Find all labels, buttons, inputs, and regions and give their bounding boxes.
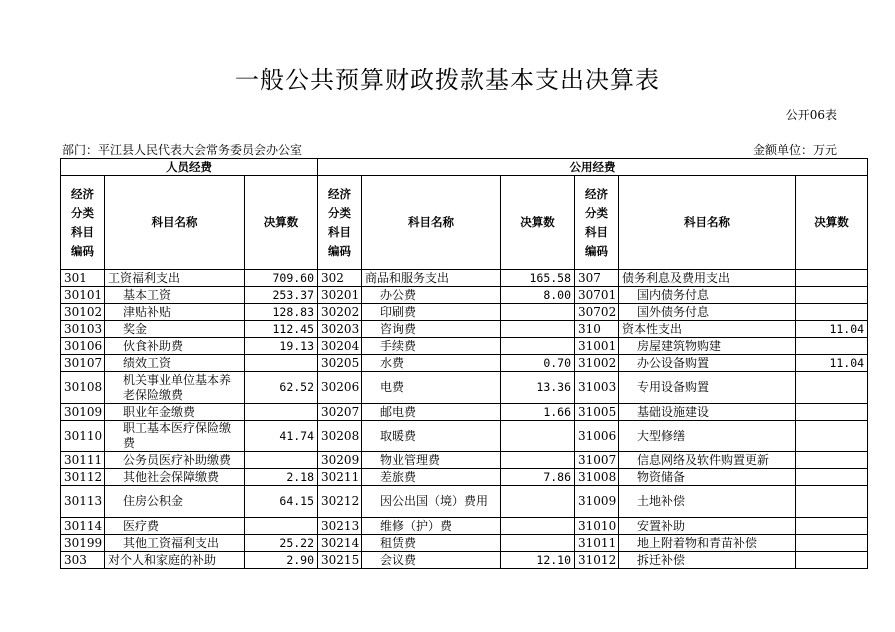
economic-code-cell: 31009: [575, 486, 619, 518]
amount-cell: [796, 270, 868, 287]
economic-code-cell: 302: [318, 270, 362, 287]
item-name-cell: 邮电费: [362, 404, 501, 421]
economic-code-cell: 30103: [61, 321, 105, 338]
item-name-cell: 绩效工资: [105, 355, 245, 372]
table-row: [61, 518, 868, 535]
col-header-name: 科目名称: [362, 176, 501, 270]
amount-cell: 12.10: [501, 552, 575, 569]
amount-cell: 25.22: [245, 535, 318, 552]
economic-code-cell: 30204: [318, 338, 362, 355]
economic-code-cell: 31008: [575, 469, 619, 486]
amount-cell: [501, 338, 575, 355]
amount-cell: [245, 518, 318, 535]
table-row: [61, 469, 868, 486]
item-name-cell: 奖金: [105, 321, 245, 338]
economic-code-cell: 30212: [318, 486, 362, 518]
expenditure-table: [60, 158, 868, 569]
item-name-cell: 大型修缮: [619, 421, 796, 452]
economic-code-cell: 30203: [318, 321, 362, 338]
item-name-cell: 物业管理费: [362, 452, 501, 469]
amount-cell: [245, 404, 318, 421]
col-header-name: 科目名称: [105, 176, 245, 270]
amount-cell: 165.58: [501, 270, 575, 287]
item-name-cell: 基础设施建设: [619, 404, 796, 421]
item-name-cell: 商品和服务支出: [362, 270, 501, 287]
item-name-cell: 资本性支出: [619, 321, 796, 338]
item-name-cell: 物资储备: [619, 469, 796, 486]
item-name-cell: 职业年金缴费: [105, 404, 245, 421]
economic-code-cell: 301: [61, 270, 105, 287]
amount-cell: 11.04: [796, 321, 868, 338]
item-name-cell: 住房公积金: [105, 486, 245, 518]
item-name-cell: 取暖费: [362, 421, 501, 452]
amount-cell: [796, 404, 868, 421]
amount-cell: [796, 304, 868, 321]
economic-code-cell: 31012: [575, 552, 619, 569]
item-name-cell: 其他工资福利支出: [105, 535, 245, 552]
item-name-cell: 专用设备购置: [619, 372, 796, 404]
item-name-cell: 房屋建筑物购建: [619, 338, 796, 355]
item-name-cell: 印刷费: [362, 304, 501, 321]
economic-code-cell: 30702: [575, 304, 619, 321]
col-header-code: 经济 分类 科目 编码: [318, 176, 362, 270]
amount-cell: 19.13: [245, 338, 318, 355]
amount-cell: 41.74: [245, 421, 318, 452]
form-number: 公开06表: [785, 108, 837, 122]
table-row: [61, 552, 868, 569]
item-name-cell: 咨询费: [362, 321, 501, 338]
amount-cell: [245, 452, 318, 469]
item-name-cell: 基本工资: [105, 287, 245, 304]
amount-cell: [501, 535, 575, 552]
col-header-name: 科目名称: [619, 176, 796, 270]
group-header-personnel: 人员经费: [61, 159, 318, 176]
economic-code-cell: 31001: [575, 338, 619, 355]
amount-cell: [501, 421, 575, 452]
economic-code-cell: 30211: [318, 469, 362, 486]
amount-cell: 0.70: [501, 355, 575, 372]
economic-code-cell: 30214: [318, 535, 362, 552]
amount-cell: [796, 486, 868, 518]
table-row: [61, 404, 868, 421]
amount-cell: [501, 486, 575, 518]
economic-code-cell: 30112: [61, 469, 105, 486]
amount-cell: 13.36: [501, 372, 575, 404]
col-header-amount: 决算数: [501, 176, 575, 270]
item-name-cell: 租赁费: [362, 535, 501, 552]
amount-cell: [796, 287, 868, 304]
amount-cell: [796, 535, 868, 552]
economic-code-cell: 30701: [575, 287, 619, 304]
item-name-cell: 津贴补贴: [105, 304, 245, 321]
item-name-cell: 维修（护）费: [362, 518, 501, 535]
economic-code-cell: 31003: [575, 372, 619, 404]
item-name-cell: 信息网络及软件购置更新: [619, 452, 796, 469]
economic-code-cell: 30110: [61, 421, 105, 452]
item-name-cell: 医疗费: [105, 518, 245, 535]
amount-cell: [501, 452, 575, 469]
economic-code-cell: 30102: [61, 304, 105, 321]
amount-cell: 1.66: [501, 404, 575, 421]
item-name-cell: 办公设备购置: [619, 355, 796, 372]
amount-cell: 2.90: [245, 552, 318, 569]
item-name-cell: 会议费: [362, 552, 501, 569]
amount-cell: 62.52: [245, 372, 318, 404]
economic-code-cell: 30101: [61, 287, 105, 304]
economic-code-cell: 30107: [61, 355, 105, 372]
item-name-cell: 地上附着物和青苗补偿: [619, 535, 796, 552]
amount-cell: 2.18: [245, 469, 318, 486]
amount-cell: [796, 469, 868, 486]
table-row: [61, 535, 868, 552]
economic-code-cell: 307: [575, 270, 619, 287]
table-row: [61, 355, 868, 372]
item-name-cell: 工资福利支出: [105, 270, 245, 287]
table-row: [61, 486, 868, 518]
item-name-cell: 差旅费: [362, 469, 501, 486]
economic-code-cell: 310: [575, 321, 619, 338]
amount-cell: 11.04: [796, 355, 868, 372]
amount-cell: [796, 552, 868, 569]
economic-code-cell: 30202: [318, 304, 362, 321]
page-title: 一般公共预算财政拨款基本支出决算表: [235, 66, 660, 94]
economic-code-cell: 31010: [575, 518, 619, 535]
item-name-cell: 债务利息及费用支出: [619, 270, 796, 287]
item-name-cell: 职工基本医疗保险缴费: [105, 421, 245, 452]
amount-unit-label: 金额单位：万元: [752, 143, 837, 157]
economic-code-cell: 30109: [61, 404, 105, 421]
item-name-cell: 机关事业单位基本养老保险缴费: [105, 372, 245, 404]
item-name-cell: 因公出国（境）费用: [362, 486, 501, 518]
economic-code-cell: 30199: [61, 535, 105, 552]
economic-code-cell: 31007: [575, 452, 619, 469]
economic-code-cell: 30215: [318, 552, 362, 569]
table-row: [61, 270, 868, 287]
item-name-cell: 国内债务付息: [619, 287, 796, 304]
economic-code-cell: 30113: [61, 486, 105, 518]
item-name-cell: 手续费: [362, 338, 501, 355]
economic-code-cell: 31002: [575, 355, 619, 372]
amount-cell: [501, 321, 575, 338]
col-header-code: 经济 分类 科目 编码: [61, 176, 105, 270]
item-name-cell: 公务员医疗补助缴费: [105, 452, 245, 469]
economic-code-cell: 31005: [575, 404, 619, 421]
amount-cell: [796, 452, 868, 469]
item-name-cell: 电费: [362, 372, 501, 404]
table-row: [61, 421, 868, 452]
amount-cell: 253.37: [245, 287, 318, 304]
table-row: [61, 321, 868, 338]
amount-cell: 112.45: [245, 321, 318, 338]
item-name-cell: 办公费: [362, 287, 501, 304]
group-header-public: 公用经费: [318, 159, 868, 176]
amount-cell: [501, 518, 575, 535]
item-name-cell: 安置补助: [619, 518, 796, 535]
item-name-cell: 土地补偿: [619, 486, 796, 518]
economic-code-cell: 30206: [318, 372, 362, 404]
amount-cell: 7.86: [501, 469, 575, 486]
economic-code-cell: 30114: [61, 518, 105, 535]
economic-code-cell: 30111: [61, 452, 105, 469]
amount-cell: 8.00: [501, 287, 575, 304]
economic-code-cell: 30106: [61, 338, 105, 355]
item-name-cell: 伙食补助费: [105, 338, 245, 355]
table-row: [61, 304, 868, 321]
table-row: [61, 287, 868, 304]
item-name-cell: 水费: [362, 355, 501, 372]
col-header-code: 经济 分类 科目 编码: [575, 176, 619, 270]
economic-code-cell: 30207: [318, 404, 362, 421]
amount-cell: [501, 304, 575, 321]
department-label: 部门：平江县人民代表大会常务委员会办公室: [62, 143, 303, 157]
amount-cell: [796, 338, 868, 355]
item-name-cell: 国外债务付息: [619, 304, 796, 321]
table-row: [61, 372, 868, 404]
item-name-cell: 其他社会保障缴费: [105, 469, 245, 486]
table-row: [61, 452, 868, 469]
amount-cell: [796, 372, 868, 404]
economic-code-cell: 31006: [575, 421, 619, 452]
amount-cell: [796, 518, 868, 535]
item-name-cell: 拆迁补偿: [619, 552, 796, 569]
table-row: [61, 338, 868, 355]
economic-code-cell: 30209: [318, 452, 362, 469]
col-header-amount: 决算数: [245, 176, 318, 270]
economic-code-cell: 30201: [318, 287, 362, 304]
economic-code-cell: 303: [61, 552, 105, 569]
economic-code-cell: 31011: [575, 535, 619, 552]
economic-code-cell: 30213: [318, 518, 362, 535]
amount-cell: 128.83: [245, 304, 318, 321]
amount-cell: [245, 355, 318, 372]
economic-code-cell: 30208: [318, 421, 362, 452]
item-name-cell: 对个人和家庭的补助: [105, 552, 245, 569]
amount-cell: [796, 421, 868, 452]
amount-cell: 709.60: [245, 270, 318, 287]
amount-cell: 64.15: [245, 486, 318, 518]
economic-code-cell: 30108: [61, 372, 105, 404]
col-header-amount: 决算数: [796, 176, 868, 270]
economic-code-cell: 30205: [318, 355, 362, 372]
